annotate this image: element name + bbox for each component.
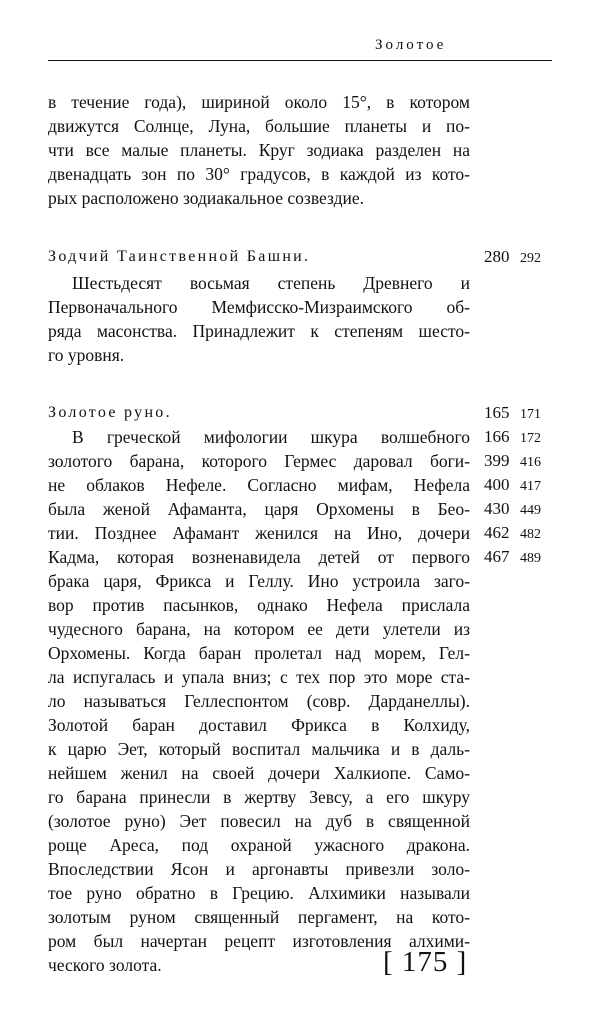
page-ref-secondary: 292 [520, 251, 541, 266]
page-ref-primary: 400 [484, 475, 510, 494]
page-ref-primary: 467 [484, 547, 510, 566]
page-ref-secondary: 416 [520, 455, 541, 470]
text-line: ряда масонства. Принадлежит к степеням шесто- [48, 321, 470, 341]
page-ref-secondary: 171 [520, 407, 541, 422]
text-line: Первоначального Мемфисско-Мизраимского об- [48, 297, 470, 317]
entry-title: Зодчий Таинственной Башни. [48, 248, 311, 265]
text-line: тое руно обратно в Грецию. Алхимики называли [48, 883, 470, 903]
page-ref-row [484, 497, 554, 521]
text-line: золотым руном священный пергамент, на кото- [48, 907, 470, 927]
entry-body [48, 271, 470, 367]
running-head: Золотое [375, 37, 447, 53]
page-ref-secondary: 449 [520, 503, 541, 518]
text-line: го барана принесли в жертву Зевсу, а его шкуру [48, 787, 470, 807]
text-line: двенадцать зон по 30° градусов, в каждой из кото- [48, 164, 470, 184]
page-ref-row [484, 473, 554, 497]
page-ref-secondary: 482 [520, 527, 541, 542]
entry-body [48, 425, 470, 977]
text-line: вор против пасынков, однако Нефела прислала [48, 595, 470, 615]
text-line: Орхомены. Когда баран пролетал над морем, Гел- [48, 643, 470, 663]
page-ref-primary: 165 [484, 403, 510, 422]
text-line: тии. Позднее Афамант женился на Ино, дочери [48, 523, 470, 543]
page-ref-secondary: 172 [520, 431, 541, 446]
text-line: Кадма, которая возненавидела детей от первого [48, 547, 470, 567]
page-ref-primary: 399 [484, 451, 510, 470]
page-ref-primary: 280 [484, 247, 510, 266]
intro-paragraph [48, 90, 470, 210]
text-line: ла испугалась и упала вниз; с тех пор это море ста- [48, 667, 470, 687]
page-references [484, 245, 554, 269]
text-line: роще Ареса, под охраной ужасного дракона. [48, 835, 470, 855]
text-line: чудесного барана, на котором ее дети улетели из [48, 619, 470, 639]
text-line: Шестьдесят восьмая степень Древнего и [72, 273, 470, 293]
text-line: ром был начертан рецепт изготовления алхими- [48, 931, 470, 951]
text-line: рых расположено зодиакальное созвездие. [48, 188, 364, 208]
page-ref-secondary: 489 [520, 551, 541, 566]
text-line: была женой Афаманта, царя Орхомены в Бео- [48, 499, 470, 519]
text-line: (золотое руно) Эет повесил на дуб в священной [48, 811, 470, 831]
entry-title: Золотое руно. [48, 404, 172, 421]
page-ref-row [484, 521, 554, 545]
text-line: брака царя, Фрикса и Геллу. Ино устроила заго- [48, 571, 470, 591]
page-ref-row [484, 401, 554, 425]
text-line: нейшем женил на своей дочери Халкиопе. Само- [48, 763, 470, 783]
text-line: В греческой мифологии шкура волшебного [72, 427, 470, 447]
text-line: ло называться Геллеспонтом (совр. Дарданеллы). [48, 691, 470, 711]
page-number: [ 175 ] [383, 946, 468, 978]
text-line: золотого барана, которого Гермес даровал боги- [48, 451, 470, 471]
text-line: в течение года), шириной около 15°, в котором [48, 92, 470, 112]
page-ref-row [484, 545, 554, 569]
page-references [484, 401, 554, 569]
text-line: чти все малые планеты. Круг зодиака разделен на [48, 140, 470, 160]
page-ref-row [484, 245, 554, 269]
text-line: Впоследствии Ясон и аргонавты привезли золо- [48, 859, 470, 879]
page-ref-primary: 430 [484, 499, 510, 518]
header-rule [48, 60, 552, 61]
page-ref-primary: 462 [484, 523, 510, 542]
text-line: Золотой баран доставил Фрикса в Колхиду, [48, 715, 470, 735]
page-ref-secondary: 417 [520, 479, 541, 494]
page-ref-row [484, 449, 554, 473]
text-line: движутся Солнце, Луна, большие планеты и по- [48, 116, 470, 136]
page-ref-row [484, 425, 554, 449]
text-line: не облаков Нефеле. Согласно мифам, Нефела [48, 475, 470, 495]
text-line: к царю Эет, который воспитал мальчика и в даль- [48, 739, 470, 759]
page-ref-primary: 166 [484, 427, 510, 446]
text-line: го уровня. [48, 345, 125, 365]
text-line: ческого золота. [48, 955, 162, 975]
